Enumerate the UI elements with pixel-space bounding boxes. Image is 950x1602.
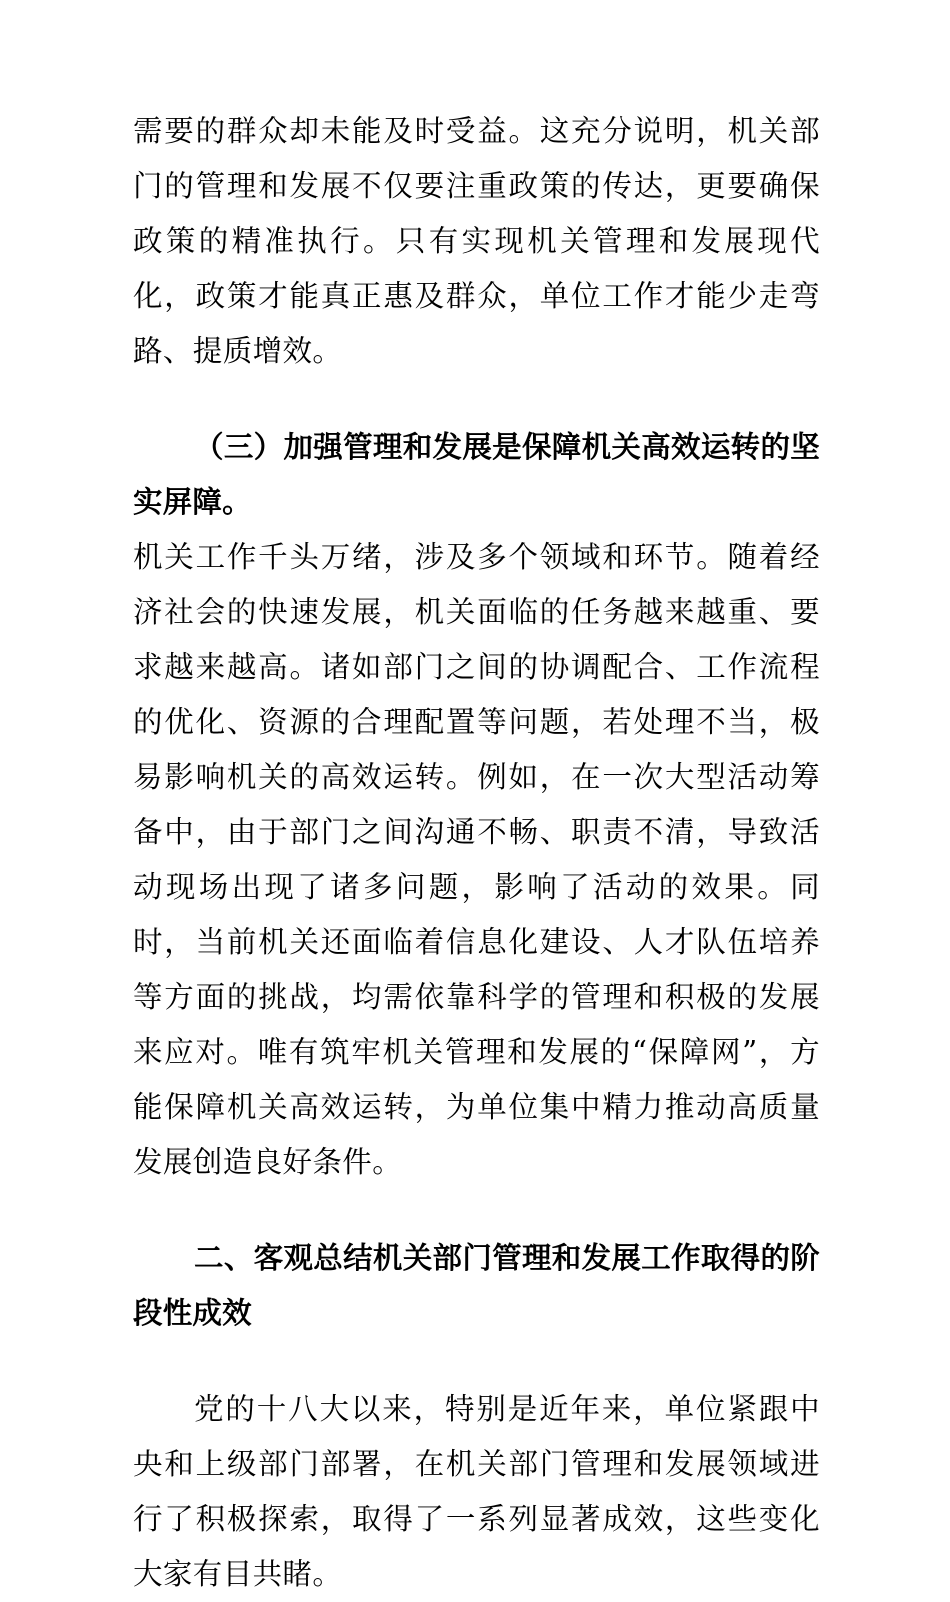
paragraph-section-two-body: 党的十八大以来，特别是近年来，单位紧跟中央和上级部门部署，在机关部门管理和发展领域进行了积极探索，取得了一系列显著成效，这些变化大家有目共睹。 <box>133 1392 820 1591</box>
document-text-column <box>133 104 820 1602</box>
heading-section-two: 二、客观总结机关部门管理和发展工作取得的阶段性成效 <box>133 1241 820 1330</box>
paragraph-continued: 需要的群众却未能及时受益。这充分说明，机关部门的管理和发展不仅要注重政策的传达，更要确保政策的精准执行。只有实现机关管理和发展现代化，政策才能真正惠及群众，单位工作才能少走弯路、提质增效。 <box>133 114 820 368</box>
heading-section-three: （三）加强管理和发展是保障机关高效运转的坚实屏障。 <box>133 430 820 519</box>
paragraph-section-three-body: 机关工作千头万绪，涉及多个领域和环节。随着经济社会的快速发展，机关面临的任务越来越重、要求越来越高。诸如部门之间的协调配合、工作流程的优化、资源的合理配置等问题，若处理不当，极易影响机关的高效运转。例如，在一次大型活动筹备中，由于部门之间沟通不畅、职责不清，导致活动现场出现了诸多问题，影响了活动的效果。同时，当前机关还面临着信息化建设、人才队伍培养等方面的挑战，均需依靠科学的管理和积极的发展来应对。唯有筑牢机关管理和发展的“保障网”，方能保障机关高效运转，为单位集中精力推动高质量发展创造良好条件。 <box>133 540 820 1179</box>
